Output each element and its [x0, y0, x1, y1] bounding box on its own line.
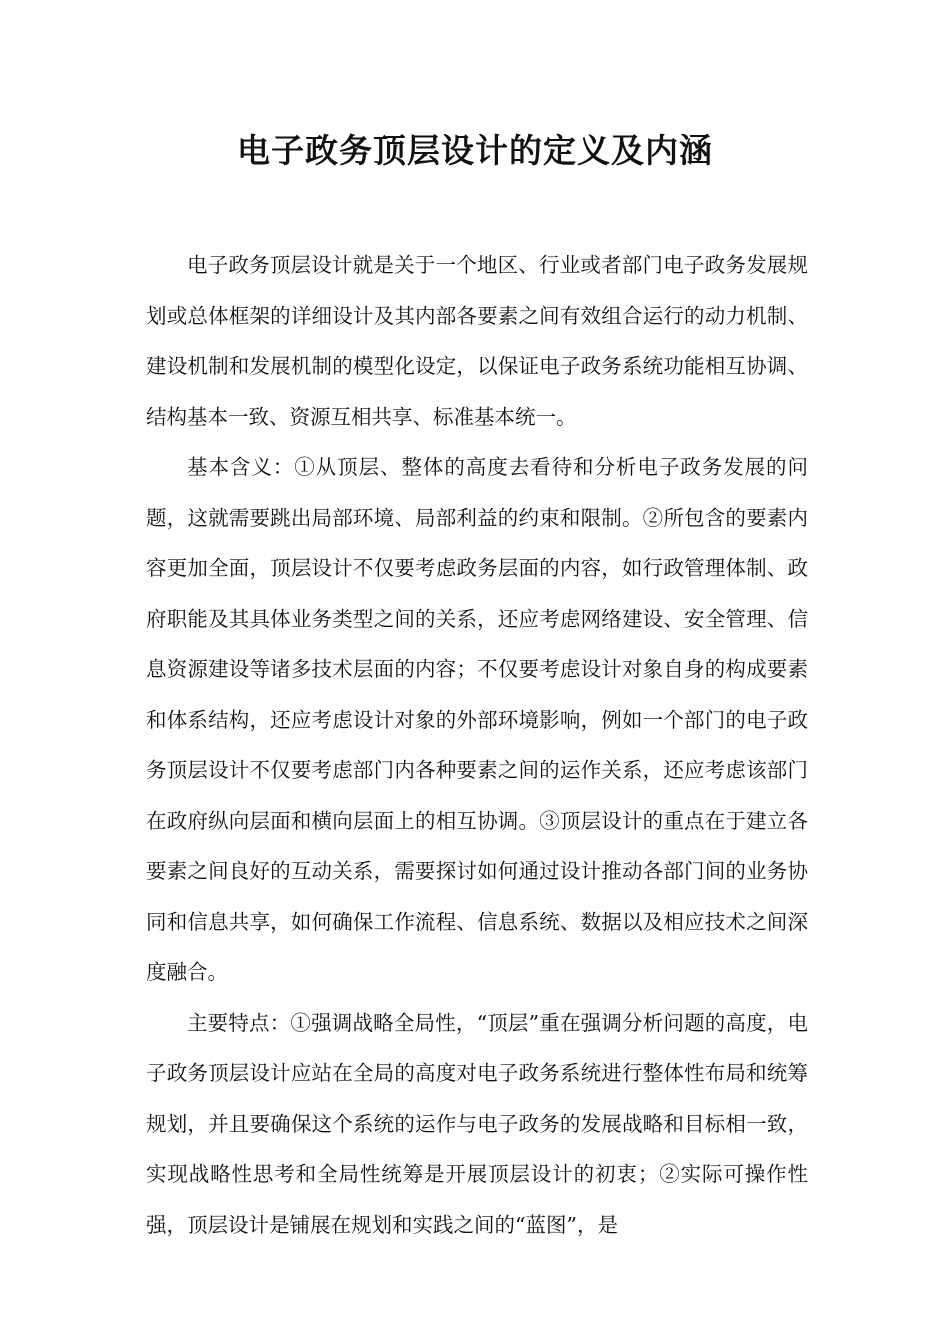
paragraph-main-features: 主要特点：①强调战略全局性，“顶层”重在强调分析问题的高度，电子政务顶层设计应站在全局的高度对电子政务系统进行整体性布局和统筹规划，并且要确保这个系统的运作与电子政务的发展战略和目标相一致，实现战略性思考和全局性统筹是开展顶层设计的初衷；②实际可操作性强，顶层设计是铺展在规划和实践之间的“蓝图”，是 — [146, 1010, 808, 1237]
paragraph-definition: 电子政务顶层设计就是关于一个地区、行业或者部门电子政务发展规划或总体框架的详细设计及其内部各要素之间有效组合运行的动力机制、建设机制和发展机制的模型化设定，以保证电子政务系统功能相互协调、结构基本一致、资源互相共享、标准基本统一。 — [146, 253, 808, 429]
document-title: 电子政务顶层设计的定义及内涵 — [237, 131, 713, 170]
document-body — [146, 240, 808, 1250]
paragraph-basic-meaning: 基本含义：①从顶层、整体的高度去看待和分析电子政务发展的问题，这就需要跳出局部环境、局部利益的约束和限制。②所包含的要素内容更加全面，顶层设计不仅要考虑政务层面的内容，如行政管理体制、政府职能及其具体业务类型之间的关系，还应考虑网络建设、安全管理、信息资源建设等诸多技术层面的内容；不仅要考虑设计对象自身的构成要素和体系结构，还应考虑设计对象的外部环境影响，例如一个部门的电子政务顶层设计不仅要考虑部门内各种要素之间的运作关系，还应考虑该部门在政府纵向层面和横向层面上的相互协调。③顶层设计的重点在于建立各要素之间良好的互动关系，需要探讨如何通过设计推动各部门间的业务协同和信息共享，如何确保工作流程、信息系统、数据以及相应技术之间深度融合。 — [146, 455, 808, 984]
